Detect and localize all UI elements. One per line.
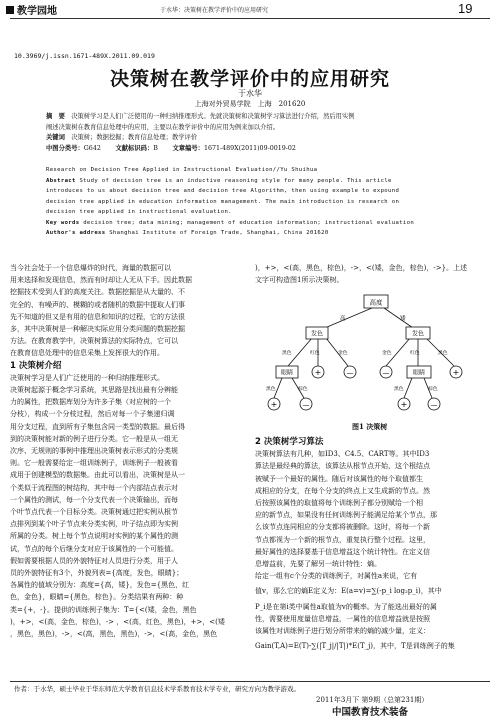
en-abstract-line: Study of decision tree is an inductive reasoning style for many people. This article	[79, 177, 392, 184]
article-label: 文章编号：	[172, 144, 204, 152]
text-line: 给定一组有c个分类的训练例子，对属性a来说，它有	[255, 572, 418, 581]
edge-line	[404, 378, 412, 398]
text-line: 性，需要使用度量信息增益，一属性的信息增益就是按照	[255, 614, 430, 623]
journal-issue: 2011年3月下 第9期（总第231期）	[316, 696, 429, 704]
section2-heading: 2 决策树学习算法	[255, 437, 324, 447]
text-line: 最好属性的选择要基于信息增益这个统计特性。在定义信	[255, 547, 430, 556]
clc-label: 中图分类号：	[46, 144, 84, 152]
leaf-plus-label: +	[314, 368, 322, 377]
text-line: 先不知道的但又是有用的信息和知识的过程，它的方法很	[10, 312, 185, 321]
text-line: 该属性对训练例子进行划分所带来的熵的减少量，定义：	[255, 627, 430, 636]
en-abstract-line: decision tree applied in education information management. The main introduction is research on	[46, 198, 400, 205]
text-line: 后按照该属性的取值将每个训练例子都分别赋给一个相	[255, 499, 423, 508]
edge-label: 金色	[382, 351, 392, 356]
text-line: 类={+，-}。提供的训练例子集为：T={<(矮，金色，黑色	[10, 605, 197, 614]
decision-tree-figure	[260, 290, 490, 420]
section1-heading: 1 决策树介绍	[10, 360, 62, 371]
text-line: 挖掘技术受到人们的高度关注。数据挖掘是从大量的、不	[10, 288, 185, 297]
text-line: 到的决策树能对新的例子进行分类。它一般是从一组无	[10, 434, 178, 443]
affiliation: 上海对外贸易学院 上海 201620	[194, 100, 306, 108]
text-line: 算法是最经典的算法，该算法从根节点开始，这个根结点	[255, 462, 430, 471]
footnote-rule	[10, 681, 490, 682]
text-line: 力的属性，把数据库划分为许多子集（对应树的一个	[10, 398, 171, 407]
en-abstract-line: decision tree applied in instructional evaluation.	[46, 209, 232, 215]
en-keywords-label: Key words	[46, 219, 80, 226]
formula-prefix: 值v，那么它的熵E定义为：E(a=v)=	[255, 587, 372, 596]
edge-label: 黑色	[438, 351, 448, 356]
keywords-text: 决策树；数据挖掘；教育信息处理；教学评价	[71, 134, 198, 141]
text-line: 假如需要根据人员的外貌特征对人员进行分类，用于人	[10, 556, 178, 565]
text-line: 方法。在教育教学中，决策树算法的实际特点，它可以	[10, 337, 178, 346]
leaf-minus-label: —	[430, 401, 438, 409]
edge-label: 黑色	[282, 351, 292, 356]
leaf-minus-label: —	[346, 369, 354, 377]
text-line: 息增益前，先要了解另一统计特性：熵。	[255, 560, 381, 569]
text-line: 所属的分类。树上每个节点说明对实例的某个属性的测	[10, 532, 178, 541]
bullet-square-icon	[6, 6, 14, 14]
abstract-label: 摘 要	[46, 113, 65, 120]
en-address-text: Shanghai Institute of Foreign Trade, Shanghai, China 201620	[109, 230, 329, 236]
text-line: 应的新节点，如果没有任何训练例子能满足给某个节点，那	[255, 511, 437, 520]
text-line: 被赋予一个最好的属性。随后对该属性的每个取值都生	[255, 474, 423, 483]
author: 于水华	[238, 89, 262, 98]
section-label	[6, 2, 57, 17]
text-line: 各属性的值域分别为：高度={高，矮}，发色={黑色，红	[10, 581, 190, 590]
text-line: 点排列到某个叶子节点来分类实例，叶子结点即为实例	[10, 520, 178, 529]
eye-node-left-label: 眼睛	[280, 369, 294, 377]
text-line: 用来选择和发现信息，然而有时却让人无从下手。因此数据	[10, 276, 192, 285]
text-line: 用分支过程，直到所有子集包含同一类型的数据。最后得	[10, 422, 185, 431]
formula-entropy	[255, 585, 491, 597]
formula-gain: Gain(T,A)=E(T)-∑(|T_j|/|T|)*E(T_j)，其中，T是训练例子的集	[255, 642, 455, 651]
running-title: 于水华：决策树在教学评价中的应用研究	[160, 7, 269, 14]
english-title: Research on Decision Tree Applied in Instructional Evaluation//Yu Shuihua	[46, 167, 318, 173]
journal-name: 中国教育技术装备	[332, 707, 409, 718]
abstract-cn	[46, 112, 462, 154]
edge-label: 黑色	[266, 387, 276, 392]
text-line: 个叶节点代表一个目标分类。决策树通过把实例从根节	[10, 508, 178, 517]
text-line: 么该节点连同相应的分支都将被删除。这时，将每一个新	[255, 523, 430, 532]
header-rule	[10, 18, 490, 19]
en-abstract-line: introduces to us about decision tree and decision tree Algorithm, then using example to expound	[46, 188, 400, 194]
text-line: 决策树算法有几种，如ID3、C4.5、CART等。其中ID3	[255, 450, 430, 459]
text-line: )，+>，<(高，黑色，棕色)，->，<(矮，金色，棕色)，->}。上述	[255, 264, 468, 272]
leaf-plus-label: +	[400, 400, 408, 409]
leaf-minus-label: —	[382, 369, 390, 377]
text-line: 决策树起源于概念学习系统，其思路是找出最有分辨能	[10, 386, 178, 395]
text-line: 完全的、有噪声的、模糊的或者随机的数据中提取人们事	[10, 300, 185, 309]
text-line: 决策树学习是人们广泛使用的一种归纳推理形式。	[10, 373, 164, 382]
page-title: 决策树在教学评价中的应用研究	[109, 68, 390, 90]
eye-node-right-label: 眼睛	[412, 369, 426, 377]
doc-label: 文献标识码：	[115, 144, 154, 152]
clc-value: G642	[83, 144, 101, 152]
left-column	[10, 262, 244, 640]
text-line: 文字可构造图1所示决策树。	[255, 276, 344, 285]
text-line: 成用于创建模型的数据集。由此可以看出，决策树是从一	[10, 471, 185, 480]
text-line: 当今社会处于一个信息爆炸的时代，海量的数据可以	[10, 264, 171, 272]
text-line: 成相应的分支，在每个分支的终点上又生成新的节点。然	[255, 486, 430, 495]
en-keywords-text: decision tree; data mining; management of education information; instructional evaluation	[83, 219, 415, 226]
hair-node-left-label: 发色	[310, 330, 324, 338]
edge-label: 高	[340, 316, 346, 322]
article-value: 1671-489X(2011)09-0019-02	[203, 144, 296, 152]
edge-label: 红色	[310, 351, 320, 356]
hair-node-right-label: 发色	[411, 330, 425, 338]
intro-para	[10, 262, 244, 360]
leaf-plus-label: +	[270, 400, 278, 409]
en-address-label: Author's address	[46, 230, 106, 236]
text-line: P_i是在第i类中属性a取值为v的概率。为了能选出最好的属	[255, 602, 437, 611]
leaf-minus-label: —	[302, 401, 310, 409]
abstract-line: 决策树学习是人们广泛使用的一种归纳推理形式。先就决策树和决策树学习算法进行介绍，然后用实例	[71, 113, 355, 120]
author-footnote: 作者：于水华，硕士毕业于华东师范大学教育信息技术学系教育技术学专业，研究方向为教学游戏。	[14, 685, 300, 693]
text-line: )，+>，<(高，金色，棕色)，-> ，<(高，红色，黑色)，+>，<(矮	[10, 617, 225, 626]
edge-label: 棕色	[298, 387, 308, 392]
right-column-top	[255, 262, 491, 286]
text-line: 多，其中决策树是一种解决实际应用分类问题的数据挖掘	[10, 325, 185, 334]
en-abstract-label: Abstract	[46, 177, 76, 184]
text-line: 次序、无规则的事例中推理出决策树表示形式的分类规	[10, 447, 178, 456]
text-line: 员的外貌特征有3个，外貌列表={高度，发色，眼睛}；	[10, 569, 184, 578]
text-line: 在教育信息处理中的信息采集上发挥很大的作用。	[10, 349, 164, 358]
edge-label: 红色	[410, 351, 420, 356]
text-line: 个类似于流程图的树结构，其中每一个内部结点表示对	[10, 483, 178, 492]
section1-para	[10, 372, 244, 640]
right-column-section2	[255, 436, 491, 652]
text-line: 分枝），构成一个分枝过程，然后对每一个子集递归调	[10, 410, 175, 419]
edge-label: 棕色	[428, 387, 438, 392]
text-line: 节点都视为一个新的根节点，重复执行整个过程。这里，	[255, 535, 430, 544]
edge-label: 矮	[400, 316, 406, 322]
abstract-line: 阐述决策树在教育信息处理中的应用，主要以在教学评价中的应用为例来加以介绍。	[46, 123, 279, 131]
doc-value: B	[153, 144, 158, 152]
text-line: 一个属性的测试，每一个分支代表一个决策输出，而每	[10, 495, 178, 504]
section-name: 教学园地	[17, 6, 57, 17]
doi: 10.3969/j.issn.1671-489X.2011.09.019	[14, 52, 155, 60]
text-line: 试，节点的每个后继分支对应于该属性的一个可能值。	[10, 544, 178, 553]
formula-sum: ∑(-p_i log₂p_i)，其中	[371, 587, 442, 596]
root-node-label: 高度	[369, 298, 383, 307]
abstract-en	[46, 165, 462, 239]
page-number: 19	[458, 1, 473, 16]
leaf-plus-label: +	[452, 368, 460, 377]
figure-caption: 图1 决策树	[352, 422, 388, 431]
edge-label: 黑色	[394, 387, 404, 392]
text-line: 色，金色}，眼睛={黑色，棕色}。分类结果有两种：种	[10, 593, 184, 602]
text-line: ，黑色，黑色)，->，<(高，黑色，黑色)，->，<(高，金色，黑色	[10, 630, 218, 639]
edge-label: 金色	[338, 351, 348, 356]
keywords-label: 关键词	[46, 134, 65, 141]
text-line: 则。它一般需要给定一组训练例子，训练例子一般被看	[10, 459, 178, 468]
